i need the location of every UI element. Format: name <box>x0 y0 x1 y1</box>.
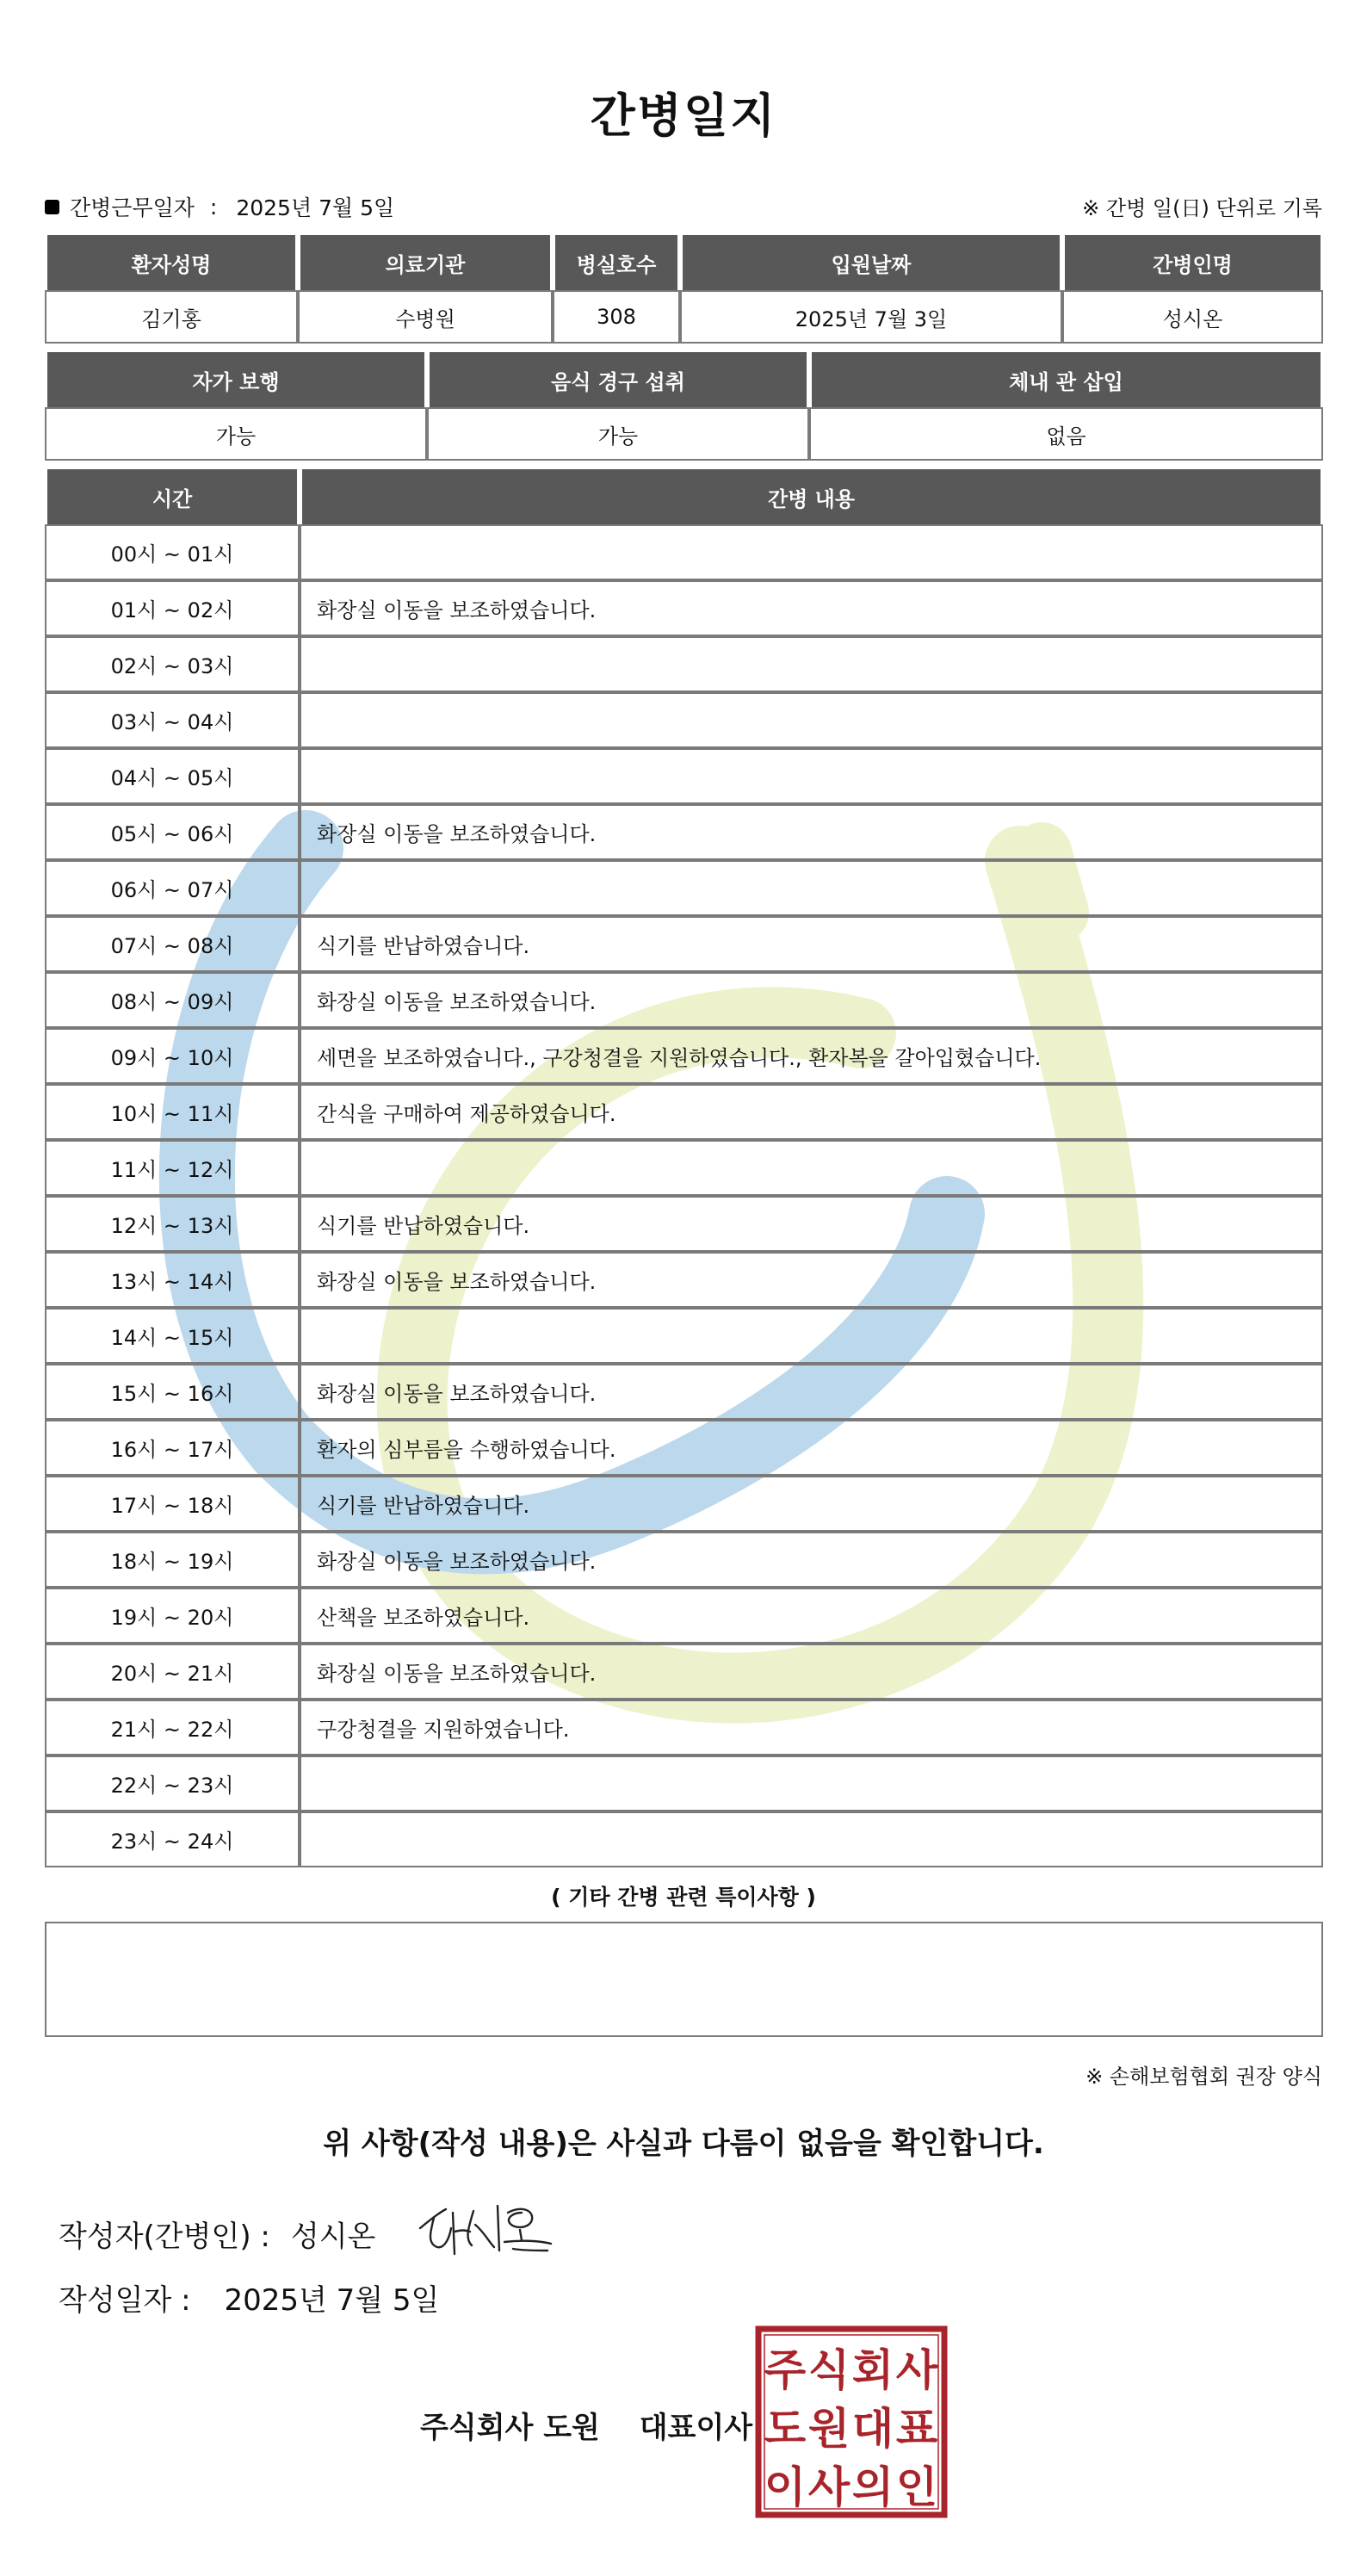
care-log-time: 00시 ~ 01시 <box>45 524 300 580</box>
care-log-content: 화장실 이동을 보조하였습니다. <box>300 1644 1323 1700</box>
care-log-row <box>45 1140 1323 1196</box>
header-time: 시간 <box>45 467 300 524</box>
care-log-row <box>45 1196 1323 1252</box>
care-log-content: 화장실 이동을 보조하였습니다. <box>300 1252 1323 1308</box>
care-log-content: 식기를 반납하였습니다. <box>300 1196 1323 1252</box>
care-log-row <box>45 972 1323 1028</box>
seal-character: 표 <box>895 2404 938 2454</box>
care-log-row <box>45 1644 1323 1700</box>
header-hospital: 의료기관 <box>298 232 553 290</box>
care-log-content: 화장실 이동을 보조하였습니다. <box>300 972 1323 1028</box>
care-log-content: 산책을 보조하였습니다. <box>300 1588 1323 1644</box>
care-log-time: 07시 ~ 08시 <box>45 916 300 972</box>
care-log-time: 15시 ~ 16시 <box>45 1364 300 1420</box>
header-care-content: 간병 내용 <box>300 467 1323 524</box>
care-log-row <box>45 748 1323 804</box>
patient-status-table <box>45 350 1323 461</box>
patient-status-value-row <box>45 407 1323 461</box>
company-seal-stamp <box>754 2325 949 2519</box>
header-self-walking: 자가 보행 <box>45 350 427 407</box>
care-log-time: 21시 ~ 22시 <box>45 1700 300 1756</box>
care-log-row <box>45 1588 1323 1644</box>
writer-line <box>59 2213 375 2255</box>
oral-intake-value: 가능 <box>427 407 809 461</box>
care-log-content <box>300 1811 1323 1867</box>
company-name: 주식회사 도원 <box>420 2411 600 2445</box>
seal-character: 주 <box>764 2345 807 2395</box>
header-oral-intake: 음식 경구 섭취 <box>427 350 809 407</box>
page-title: 간병일지 <box>590 89 777 143</box>
seal-character: 원 <box>807 2404 851 2454</box>
seal-character: 의 <box>851 2462 894 2512</box>
care-log-time: 16시 ~ 17시 <box>45 1420 300 1476</box>
header-caregiver-name: 간병인명 <box>1062 232 1323 290</box>
care-log-time: 04시 ~ 05시 <box>45 748 300 804</box>
patient-info-table <box>45 232 1323 344</box>
caregiver-name: 성시온 <box>1062 290 1323 344</box>
care-log-time: 01시 ~ 02시 <box>45 580 300 636</box>
bullet-square-icon <box>45 200 59 214</box>
header-tube-insertion: 체내 관 삽입 <box>809 350 1323 407</box>
self-walking-value: 가능 <box>45 407 427 461</box>
seal-character: 회 <box>851 2345 894 2395</box>
care-log-time: 12시 ~ 13시 <box>45 1196 300 1252</box>
care-log-row <box>45 1084 1323 1140</box>
work-date-colon: : <box>209 194 218 220</box>
tube-insertion-value: 없음 <box>809 407 1323 461</box>
recommendation-note: ※ 손해보험협회 권장 양식 <box>1086 2065 1322 2089</box>
care-log-content: 간식을 구매하여 제공하였습니다. <box>300 1084 1323 1140</box>
room-number: 308 <box>553 290 680 344</box>
care-log-row <box>45 916 1323 972</box>
written-date-label: 작성일자 : <box>59 2283 191 2318</box>
care-log-content: 화장실 이동을 보조하였습니다. <box>300 1532 1323 1588</box>
care-log-content <box>300 748 1323 804</box>
care-log-row <box>45 1532 1323 1588</box>
writer-label: 작성자(간병인) : <box>59 2220 270 2254</box>
seal-character: 식 <box>807 2345 851 2395</box>
remarks-box <box>45 1922 1323 2037</box>
care-log-header-row <box>45 467 1323 524</box>
patient-info-header-row <box>45 232 1323 290</box>
care-log-content: 화장실 이동을 보조하였습니다. <box>300 580 1323 636</box>
care-log-row <box>45 1476 1323 1532</box>
care-log-time: 13시 ~ 14시 <box>45 1252 300 1308</box>
care-log-row <box>45 1252 1323 1308</box>
care-log-time: 05시 ~ 06시 <box>45 804 300 860</box>
care-log-row <box>45 1420 1323 1476</box>
written-date-value: 2025년 7월 5일 <box>224 2283 440 2318</box>
care-log-content <box>300 1756 1323 1811</box>
care-log-time: 19시 ~ 20시 <box>45 1588 300 1644</box>
care-log-row <box>45 1811 1323 1867</box>
company-signoff <box>420 2404 752 2446</box>
seal-character: 대 <box>851 2404 894 2454</box>
care-log-time: 06시 ~ 07시 <box>45 860 300 916</box>
care-log-content <box>300 692 1323 748</box>
care-log-time: 08시 ~ 09시 <box>45 972 300 1028</box>
work-date <box>45 191 394 222</box>
care-log-time: 17시 ~ 18시 <box>45 1476 300 1532</box>
care-log-time: 02시 ~ 03시 <box>45 636 300 692</box>
care-log-time: 14시 ~ 15시 <box>45 1308 300 1364</box>
writer-name: 성시온 <box>290 2220 376 2254</box>
patient-name: 김기홍 <box>45 290 298 344</box>
care-log-time: 09시 ~ 10시 <box>45 1028 300 1084</box>
work-date-value: 2025년 7월 5일 <box>236 195 395 220</box>
care-log-content: 식기를 반납하였습니다. <box>300 1476 1323 1532</box>
seal-character: 인 <box>895 2462 938 2512</box>
patient-status-header-row <box>45 350 1323 407</box>
care-log-time: 18시 ~ 19시 <box>45 1532 300 1588</box>
care-log-time: 20시 ~ 21시 <box>45 1644 300 1700</box>
admission-date: 2025년 7월 3일 <box>680 290 1062 344</box>
care-log-rows <box>45 524 1323 1867</box>
care-log-row <box>45 1364 1323 1420</box>
care-log-content: 환자의 심부름을 수행하였습니다. <box>300 1420 1323 1476</box>
handwritten-signature <box>411 2194 558 2263</box>
seal-character: 이 <box>764 2462 807 2512</box>
care-log-row <box>45 1308 1323 1364</box>
header-admission-date: 입원날짜 <box>680 232 1062 290</box>
care-log-content: 화장실 이동을 보조하였습니다. <box>300 1364 1323 1420</box>
care-log-time: 10시 ~ 11시 <box>45 1084 300 1140</box>
care-log-content: 화장실 이동을 보조하였습니다. <box>300 804 1323 860</box>
remarks-title: ( 기타 간병 관련 특이사항 ) <box>551 1885 816 1910</box>
care-log-row <box>45 1028 1323 1084</box>
seal-character: 도 <box>764 2404 807 2454</box>
care-log-row <box>45 580 1323 636</box>
care-log-row <box>45 692 1323 748</box>
care-log-row <box>45 860 1323 916</box>
header-patient-name: 환자성명 <box>45 232 298 290</box>
care-log-time: 23시 ~ 24시 <box>45 1811 300 1867</box>
care-log-row <box>45 804 1323 860</box>
care-log-table <box>45 467 1323 1867</box>
care-log-content <box>300 524 1323 580</box>
work-date-label: 간병근무일자 <box>70 195 195 220</box>
care-log-content: 구강청결을 지원하였습니다. <box>300 1700 1323 1756</box>
seal-character: 사 <box>895 2345 938 2395</box>
written-date-line <box>59 2276 439 2319</box>
care-log-row <box>45 1700 1323 1756</box>
care-log-row <box>45 1756 1323 1811</box>
care-log-time: 22시 ~ 23시 <box>45 1756 300 1811</box>
company-ceo-title: 대표이사 <box>639 2411 753 2445</box>
hospital-name: 수병원 <box>298 290 553 344</box>
care-log-row <box>45 524 1323 580</box>
care-log-content: 식기를 반납하였습니다. <box>300 916 1323 972</box>
care-log-content: 세면을 보조하였습니다., 구강청결을 지원하였습니다., 환자복을 갈아입혔습니다. <box>300 1028 1323 1084</box>
care-log-time: 03시 ~ 04시 <box>45 692 300 748</box>
care-log-time: 11시 ~ 12시 <box>45 1140 300 1196</box>
seal-character: 사 <box>807 2462 851 2512</box>
confirmation-statement: 위 사항(작성 내용)은 사실과 다름이 없음을 확인합니다. <box>323 2127 1044 2161</box>
patient-info-value-row <box>45 290 1323 344</box>
care-log-row <box>45 636 1323 692</box>
unit-note: ※ 간병 일(日) 단위로 기록 <box>1082 196 1322 220</box>
care-log-content <box>300 1308 1323 1364</box>
header-room-number: 병실호수 <box>553 232 680 290</box>
care-log-content <box>300 860 1323 916</box>
care-log-content <box>300 636 1323 692</box>
care-log-content <box>300 1140 1323 1196</box>
